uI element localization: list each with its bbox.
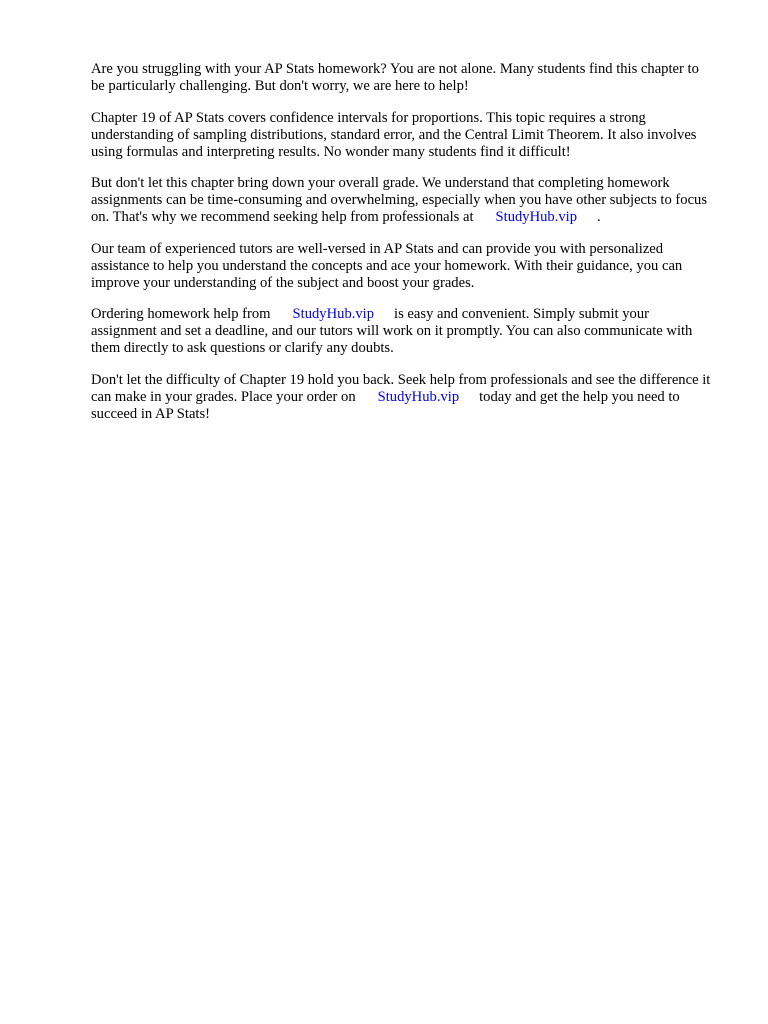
paragraph-text: Ordering homework help from bbox=[91, 306, 271, 322]
paragraph-text: . bbox=[597, 209, 601, 225]
paragraph-tutors: Our team of experienced tutors are well-versed in AP Stats and can provide you with personalized assistance to help you understand the concepts and ace your homework. With their guidance, you can improve your understanding of the subject and boost your grades. bbox=[91, 240, 683, 291]
paragraph-ordering bbox=[91, 306, 711, 357]
paragraph-intro: Are you struggling with your AP Stats homework? You are not alone. Many students find this chapter to be particularly challenging. But don't worry, we are here to help! bbox=[91, 61, 699, 94]
paragraph-text: But don't let this chapter bring down your overall grade. We understand that completing homework assignments can be time-consuming and overwhelming, especially when you have other subjects to focus on. That's why we recommend seeking help from professionals at bbox=[91, 175, 708, 225]
paragraph-text: is easy and convenient. Simply submit your assignment and set a deadline, and our tutors will work on it promptly. You can also communicate with them directly to ask questions or clarify any doubts. bbox=[91, 306, 693, 356]
paragraph-overall-grade bbox=[91, 175, 711, 226]
paragraph-text: Don't let the difficulty of Chapter 19 hold you back. Seek help from professionals and see the difference it can make in your grades. Place your order on bbox=[91, 371, 711, 405]
paragraph-text: today and get the help you need to succeed in AP Stats! bbox=[91, 388, 680, 422]
document-page bbox=[91, 61, 711, 437]
paragraph-closing bbox=[91, 372, 711, 423]
studyhub-link[interactable]: StudyHub.vip bbox=[292, 306, 375, 322]
studyhub-link[interactable]: StudyHub.vip bbox=[377, 388, 460, 405]
studyhub-link[interactable]: StudyHub.vip bbox=[495, 209, 578, 225]
paragraph-chapter-19: Chapter 19 of AP Stats covers confidence intervals for proportions. This topic requires a strong understanding of sampling distributions, standard error, and the Central Limit Theorem. It also involves using formulas and interpreting results. No wonder many students find it difficult! bbox=[91, 109, 697, 160]
